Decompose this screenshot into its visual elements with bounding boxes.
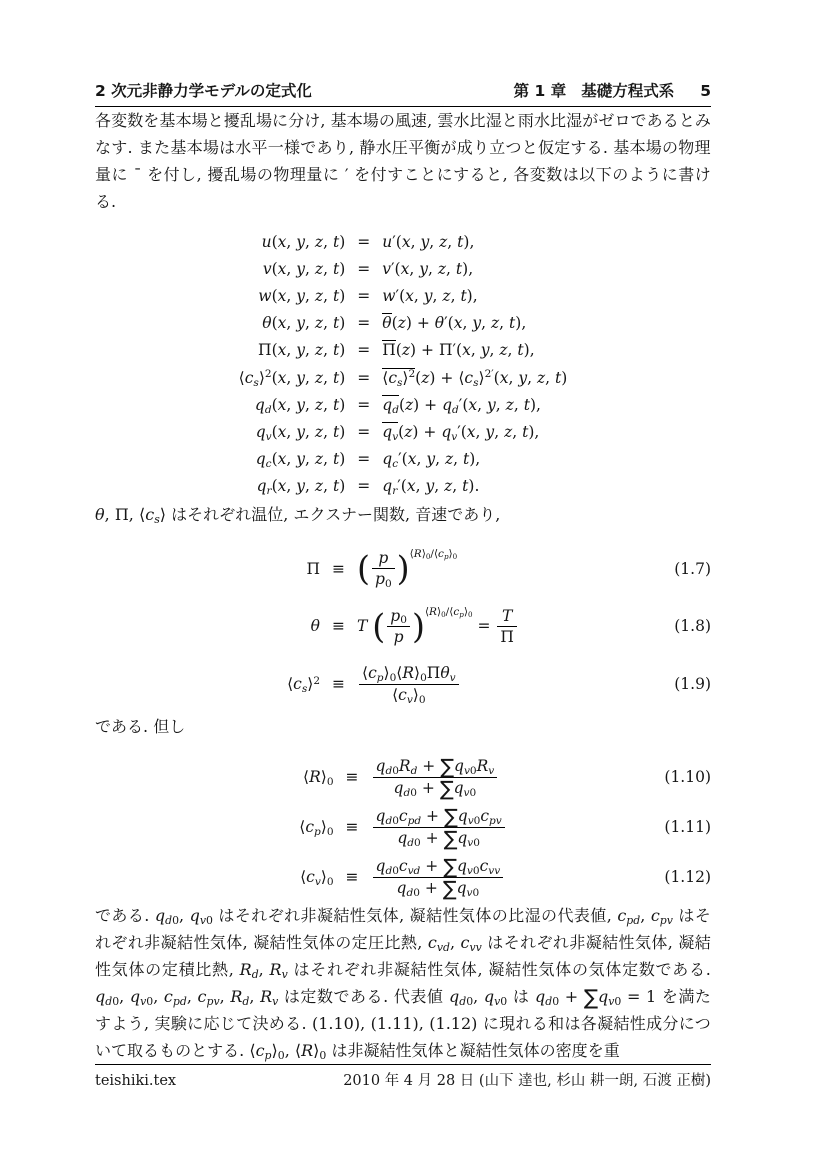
equation-lhs: Π [306, 559, 321, 578]
equation-relation: = [357, 477, 371, 496]
equation-block-exner-theta-soundspeed [95, 540, 711, 714]
equation-number-area [519, 552, 711, 586]
equation-number: (1.9) [674, 675, 711, 694]
equation-relation: = [357, 395, 371, 414]
equation-relation: = [357, 450, 371, 469]
equation-lhs: $q_v(x$, y, z, t) [255, 423, 346, 443]
equation-rhs: $\frac{q_{d0}R_d + \sum q_{v0}R_v}{q_{d0} + \sum q_{v0}}$ [371, 752, 507, 802]
equation-relation: ≡ [345, 768, 359, 787]
equation-lhs: $⟨c_s⟩^2$ [287, 675, 321, 696]
equation-number: (1.8) [674, 617, 711, 636]
equation-lhs: $⟨c_s⟩^2(x$, y, z, t) [238, 368, 346, 389]
equation-number-area [507, 814, 711, 840]
equation-relation: ≡ [332, 617, 346, 636]
equation-lhs: v(x, y, z, t) [262, 259, 346, 278]
equation-rhs: $q_r'(x$, y, z, t). [382, 477, 480, 498]
equation-lhs: Π(x, y, z, t) [258, 341, 346, 360]
equation-block-mean-constants [95, 752, 711, 902]
header-chapter-label: 第 1 章 [513, 82, 567, 100]
equation-rhs: v′(x, y, z, t), [382, 259, 474, 278]
equation-number-area [507, 764, 711, 790]
equation-block-variable-decomposition [95, 229, 711, 501]
equation-relation: = [357, 368, 371, 387]
page-header [95, 82, 711, 107]
equation-relation: = [357, 423, 371, 442]
equation-rhs: $⟨c_p⟩_0⟨R⟩_0\Pi\theta_v$ $⟨c_v⟩_0$ [357, 655, 519, 713]
paragraph-intro: 各変数を基本場と擾乱場に分け, 基本場の風速, 雲水比湿と雨水比湿がゼロであるとみなす. また基本場は水平一様であり, 静水圧平衡が成り立つと仮定する. 基本場の物理量に ¯ を付し, 擾乱場の物理量に ′ を付すことにすると, 各変数は以下のように書ける. [95, 110, 711, 211]
equation-number-area [519, 609, 711, 643]
equation-rhs: $q_{d0}c_{vd} + \sum q_{v0}c_{vv}$ $q_{d0} + \sum q_{v0}$ [371, 852, 507, 902]
equation-lhs: $q_c(x$, y, z, t) [255, 450, 346, 471]
equation-rhs: T ( $\frac{p_0}{p}$ )$^{⟨R⟩_0/⟨c_p⟩_0}$ = $\frac{T}{\Pi}$ [357, 598, 519, 656]
equation-lhs: $q_r(x$, y, z, t) [256, 477, 346, 498]
equation-number-area [507, 864, 711, 890]
equation-lhs: θ(x, y, z, t) [262, 314, 346, 333]
header-chapter-title: 基礎方程式系 [581, 82, 675, 100]
equation-lhs: w(x, y, z, t) [258, 287, 346, 305]
equation-rhs: $q_{d0}c_{pd} + \sum q_{v0}c_{pv}$ $q_{d0} + \sum q_{v0}$ [371, 802, 507, 852]
page-content [95, 0, 711, 1064]
equation-rhs: u′(x, y, z, t), [382, 232, 475, 251]
equation-number-area [519, 667, 711, 701]
equation-number: (1.11) [664, 818, 711, 837]
header-right-group [514, 82, 711, 101]
paragraph-constants-explanation: である. $q_{d0}$, $q_{v0}$ はそれぞれ非凝結性気体, 凝結性気体の比湿の代表値, $c_{pd}$, $c_{pv}$ はそれぞれ非凝結性気体, 凝結性気体の定圧比熱, $c_{vd}$, $c_{vv}$ はそれぞれ非凝結性気体, 凝結性気体の定積比熱, $R_d$, $R_v$ はそれぞれ非凝結性気体, 凝結性気体の気体定数である. $q_{d0}$, $q_{v0}$, $c_{pd}$, $c_{pv}$, $R_d$, $R_v$ は定数である. 代表値 $q_{d0}$, $q_{v0}$ は $q_{d0} + \sum q_{v0} = 1$ を満たすよう, 実験に応じて決める. (1.10), (1.11), (1.12) に現れる和は各凝結性成分について取るものとする. $⟨c_p⟩_0$, $⟨R⟩_0$ は非凝結性気体と凝結性気体の密度を重 [95, 906, 711, 1063]
equation-relation: = [357, 314, 371, 333]
equation-relation: = [357, 287, 371, 305]
equation-rhs: Π(z) + Π′(x, y, z, t), [382, 341, 535, 360]
equation-rhs: w′(x, y, z, t), [382, 287, 478, 305]
equation-relation: = [357, 341, 371, 360]
equation-rhs: ( $\frac{p}{p_0}$ )$^{⟨R⟩_0/⟨c_p⟩_0}$ [357, 548, 458, 591]
footer-date-authors: 2010 年 4 月 28 日 (山下 達也, 杉山 耕一朗, 石渡 正樹) [343, 1073, 711, 1089]
equation-lhs: θ [310, 617, 321, 636]
equation-rhs: $q_v(z) + q_v'(x$, y, z, t), [382, 423, 540, 443]
equation-rhs: $q_c'(x$, y, z, t), [382, 450, 481, 471]
equation-relation: = [357, 232, 371, 251]
paragraph-definitions-lead: θ, Π, $⟨c_s⟩$ はそれぞれ温位, エクスナー関数, 音速であり, [95, 504, 501, 526]
equation-lhs: u(x, y, z, t) [261, 232, 346, 251]
equation-rhs: $⟨c_s⟩^2(z)$ + $⟨c_s⟩^{2'}(x$, y, z, t) [382, 368, 568, 389]
equation-rhs: θ(z) + θ′(x, y, z, t), [382, 314, 527, 333]
equation-relation: = [357, 259, 371, 278]
equation-number: (1.10) [664, 768, 711, 787]
page-footer [95, 1064, 711, 1091]
equation-relation: ≡ [345, 868, 359, 887]
equation-relation: ≡ [332, 675, 346, 694]
equation-relation: ≡ [345, 818, 359, 837]
equation-lhs: $⟨c_p⟩_0$ [299, 818, 334, 839]
equation-number: (1.7) [674, 559, 711, 578]
paragraph-however: である. 但し [95, 717, 186, 737]
equation-rhs: $q_d(z) + q_d'(x$, y, z, t), [382, 395, 541, 416]
equation-lhs: $⟨R⟩_0$ [303, 768, 334, 789]
footer-filename: teishiki.tex [95, 1073, 177, 1089]
header-page-number: 5 [700, 82, 711, 100]
equation-relation: ≡ [332, 559, 346, 578]
equation-lhs: $⟨c_v⟩_0$ [300, 868, 334, 889]
equation-lhs: $q_d(x$, y, z, t) [254, 395, 346, 416]
equation-number: (1.12) [664, 868, 711, 887]
header-section-title: 2 次元非静力学モデルの定式化 [95, 82, 312, 100]
